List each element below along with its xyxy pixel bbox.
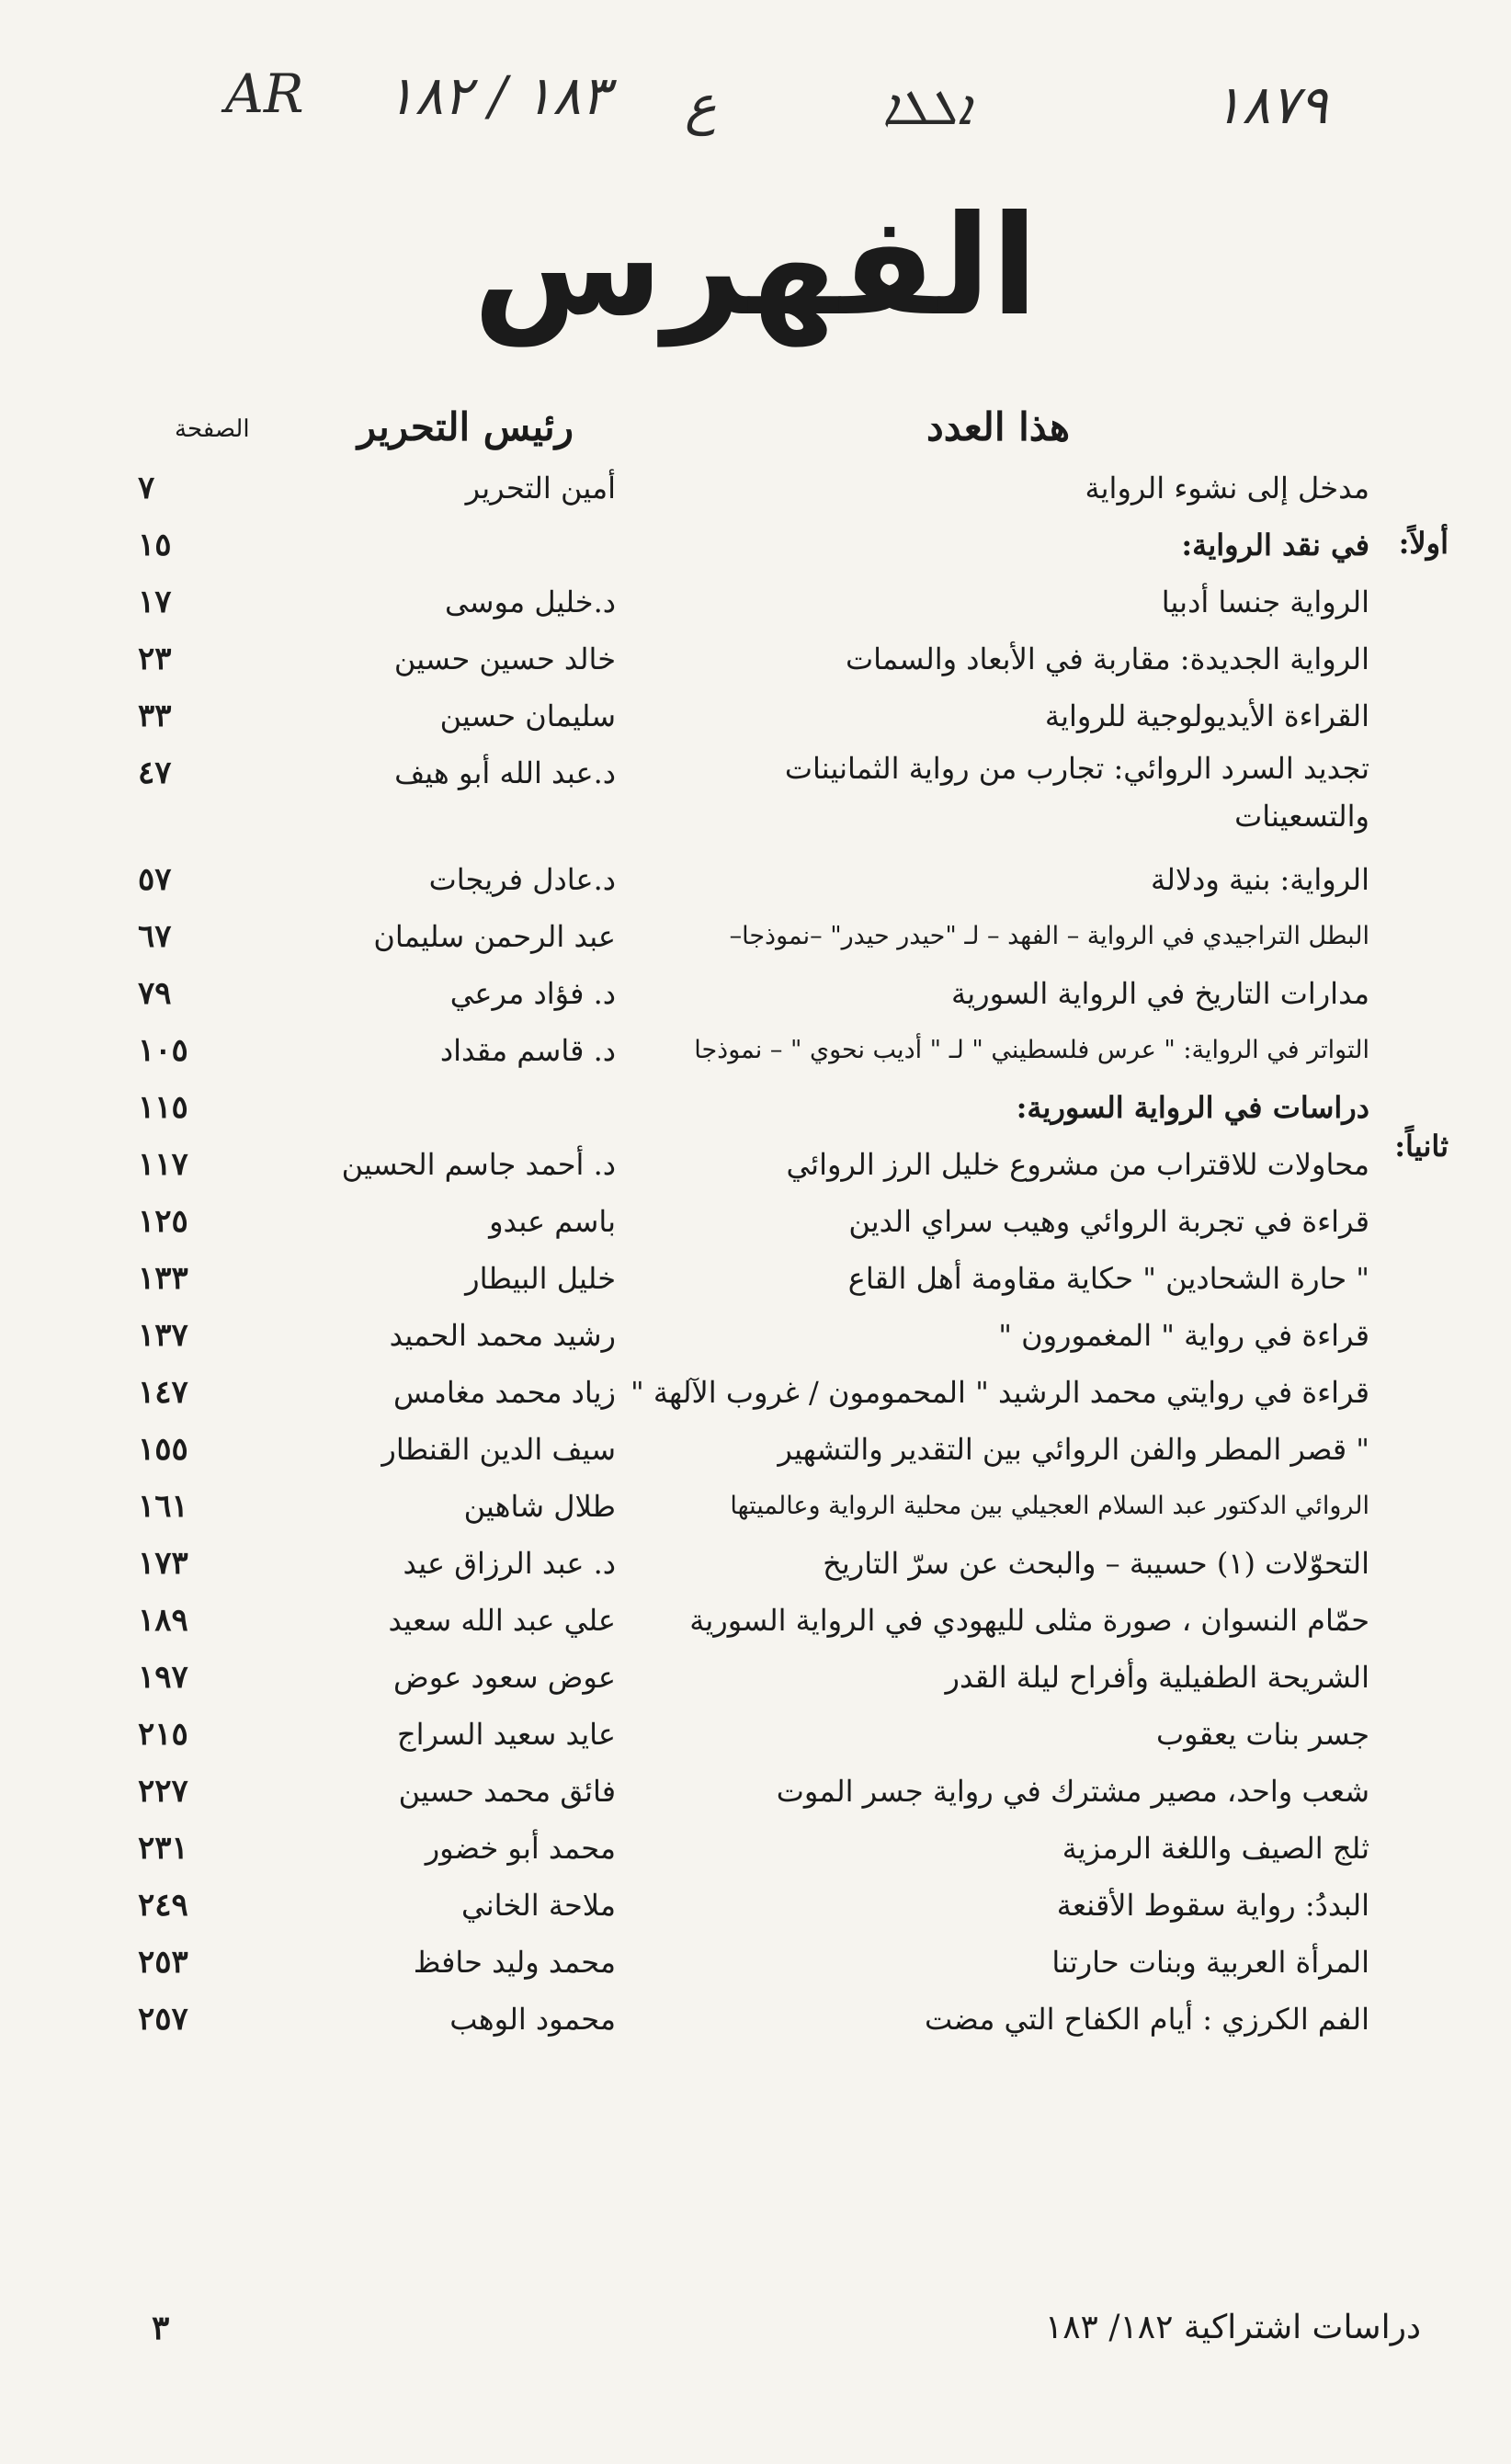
toc-entry-author: أمين التحرير <box>465 471 616 505</box>
toc-entry <box>138 1934 1369 1991</box>
toc-entry <box>138 908 1369 965</box>
toc-entry-title: الرواية الجديدة: مقاربة في الأبعاد والسمات <box>846 642 1369 676</box>
toc-entry <box>138 1592 1369 1649</box>
toc-entry-author: د.عبد الله أبو هيف <box>394 755 616 790</box>
toc-entry-author: عبد الرحمن سليمان <box>373 919 616 954</box>
toc-entry-author: عايد سعيد السراج <box>397 1717 616 1752</box>
toc-entry-author: خليل البيطار <box>465 1261 616 1296</box>
toc-entry <box>138 1250 1369 1307</box>
toc-section-title: دراسات في الرواية السورية: <box>1016 1090 1369 1125</box>
section-marker-second: ثانياً: <box>1394 1129 1449 1164</box>
column-header-authors: رئيس التحرير <box>357 404 574 449</box>
toc-entry-page: ١٦١ <box>138 1488 188 1525</box>
toc-entry-author: محمد أبو خضور <box>425 1831 616 1866</box>
toc-entry <box>138 744 1369 851</box>
toc-entry-author: علي عبد الله سعيد <box>388 1603 616 1638</box>
toc-entry-author: د.عادل فريجات <box>428 862 616 897</box>
toc-entry-page: ٥٧ <box>138 861 172 898</box>
toc-entry-page: ٢٥٧ <box>138 2001 188 2038</box>
toc-entry-author: سيف الدين القنطار <box>381 1432 616 1467</box>
toc-entry-page: ١٤٧ <box>138 1374 188 1411</box>
toc-entry-title: البددُ: رواية سقوط الأقنعة <box>1056 1888 1369 1923</box>
toc-entry-title: قراءة في تجربة الروائي وهيب سراي الدين <box>848 1204 1369 1239</box>
toc-entry-author: خالد حسين حسين <box>393 642 616 676</box>
toc-entry-title: البطل التراجيدي في الرواية – الفهد – لـ "حيدر حيدر" –نموذجا– <box>729 922 1369 950</box>
toc-entry-title: التواتر في الرواية: " عرس فلسطيني " لـ " أديب نحوي " – نموذجا <box>694 1036 1369 1064</box>
toc-entry-page: ١٧ <box>138 584 172 620</box>
page-title: الفهرس <box>472 187 1039 346</box>
toc-entry-page: ١١٧ <box>138 1146 188 1183</box>
toc-entry-author: د. أحمد جاسم الحسين <box>341 1147 616 1182</box>
toc-entry-title: قراءة في روايتي محمد الرشيد " المحمومون / غروب الآلهة " <box>630 1375 1369 1410</box>
toc-entry-title: التحوّلات (١) حسيبة – والبحث عن سرّ التاريخ <box>823 1546 1369 1581</box>
handwritten-year: ١٨٧٩ <box>1213 74 1328 136</box>
toc-entry <box>138 1535 1369 1592</box>
toc-entry-author: ملاحة الخاني <box>461 1888 616 1923</box>
toc-entry <box>138 1991 1369 2048</box>
toc-entry-title: مدارات التاريخ في الرواية السورية <box>951 976 1369 1011</box>
toc-entry-page: ٢٣ <box>138 641 172 677</box>
journal-footer: دراسات اشتراكية ١٨٢/ ١٨٣ <box>1044 2309 1421 2346</box>
handwritten-mark: ع <box>685 74 717 136</box>
toc-entry-page: ٢٣١ <box>138 1830 188 1867</box>
toc-entry-author: د. عبد الرزاق عيد <box>403 1546 616 1581</box>
toc-entry <box>138 1079 1369 1136</box>
toc-entry-title: تجديد السرد الروائي: تجارب من رواية الثمانينات والتسعينات <box>784 751 1369 834</box>
toc-entry-page: ٦٧ <box>138 918 172 955</box>
toc-entry-title: المرأة العربية وبنات حارتنا <box>1051 1945 1369 1980</box>
section-marker-first: أولاً: <box>1398 526 1449 561</box>
toc-entry-title: الرواية جنسا أدبيا <box>1161 585 1369 619</box>
toc-entry-author: طلال شاهين <box>463 1489 616 1524</box>
toc-list <box>138 460 1369 2048</box>
handwritten-issue: ١٨٣ / ١٨٢ <box>386 64 610 127</box>
toc-entry-author: سليمان حسين <box>439 698 616 733</box>
toc-entry-title: شعب واحد، مصير مشترك في رواية جسر الموت <box>776 1774 1369 1809</box>
handwritten-word: ܐܠܠܐ <box>882 78 971 136</box>
toc-entry <box>138 687 1369 744</box>
toc-entry-page: ٧ <box>138 470 155 506</box>
toc-entry-author: د. قاسم مقداد <box>439 1033 616 1068</box>
toc-entry-title: جسر بنات يعقوب <box>1156 1717 1369 1752</box>
toc-entry <box>138 1364 1369 1421</box>
toc-entry <box>138 1193 1369 1250</box>
toc-entry-page: ١٣٣ <box>138 1260 188 1297</box>
toc-entry <box>138 1478 1369 1535</box>
toc-entry <box>138 460 1369 517</box>
toc-entry-page: ٤٧ <box>138 755 172 791</box>
toc-entry-title: قراءة في رواية " المغمورون " <box>998 1318 1369 1353</box>
toc-entry-page: ١٩٧ <box>138 1659 188 1696</box>
toc-entry <box>138 1022 1369 1079</box>
toc-entry <box>138 1820 1369 1877</box>
toc-section-title: في نقد الرواية: <box>1181 528 1369 562</box>
toc-entry-author: د. فؤاد مرعي <box>449 976 616 1011</box>
toc-entry-title: الرواية: بنية ودلالة <box>1150 862 1369 897</box>
toc-entry <box>138 1307 1369 1364</box>
toc-entry-author: محمود الوهب <box>449 2002 616 2037</box>
toc-entry-page: ١٨٩ <box>138 1602 188 1639</box>
toc-entry-page: ٧٩ <box>138 975 172 1012</box>
toc-entry-page: ١١٥ <box>138 1089 188 1126</box>
toc-entry <box>138 1136 1369 1193</box>
toc-entry <box>138 1763 1369 1820</box>
toc-entry-page: ٢١٥ <box>138 1716 188 1753</box>
handwritten-code: AR <box>225 62 304 125</box>
toc-entry-title: " حارة الشحادين " حكاية مقاومة أهل القاع <box>847 1261 1369 1296</box>
toc-entry-author: باسم عبدو <box>489 1204 616 1239</box>
toc-entry-page: ١٥ <box>138 527 172 563</box>
toc-entry-page: ٣٣ <box>138 698 172 734</box>
toc-entry <box>138 851 1369 908</box>
toc-entry <box>138 573 1369 630</box>
toc-entry-title: مدخل إلى نشوء الرواية <box>1085 471 1369 505</box>
toc-entry-title: الروائي الدكتور عبد السلام العجيلي بين محلية الرواية وعالميتها <box>730 1492 1369 1520</box>
toc-entry <box>138 517 1369 573</box>
toc-entry-page: ١٣٧ <box>138 1317 188 1354</box>
toc-entry <box>138 965 1369 1022</box>
toc-entry-author: د.خليل موسى <box>444 585 616 619</box>
toc-entry <box>138 1649 1369 1706</box>
toc-entry <box>138 1877 1369 1934</box>
toc-entry-title: الشريحة الطفيلية وأفراح ليلة القدر <box>945 1660 1369 1695</box>
toc-entry-author: فائق محمد حسين <box>398 1774 616 1809</box>
toc-entry-page: ١٠٥ <box>138 1032 188 1069</box>
toc-entry-page: ٢٥٣ <box>138 1944 188 1981</box>
toc-entry-page: ٢٢٧ <box>138 1773 188 1810</box>
toc-entry <box>138 1421 1369 1478</box>
toc-entry-title: محاولات للاقتراب من مشروع خليل الرز الروائي <box>786 1147 1369 1182</box>
toc-entry-title: " قصر المطر والفن الروائي بين التقدير والتشهير <box>778 1432 1369 1467</box>
toc-entry-page: ١٧٣ <box>138 1545 188 1582</box>
toc-entry-title: حمّام النسوان ، صورة مثلى لليهودي في الرواية السورية <box>689 1603 1369 1638</box>
toc-entry <box>138 1706 1369 1763</box>
page-number: ٣ <box>152 2309 170 2347</box>
toc-entry <box>138 630 1369 687</box>
toc-entry-page: ١٢٥ <box>138 1203 188 1240</box>
toc-entry-title: القراءة الأيديولوجية للرواية <box>1044 698 1369 733</box>
toc-entry-author: عوض سعود عوض <box>393 1660 616 1695</box>
toc-entry-page: ٢٤٩ <box>138 1887 188 1924</box>
toc-entry-title: الفم الكرزي : أيام الكفاح التي مضت <box>925 2002 1369 2037</box>
column-header-titles: هذا العدد <box>926 404 1070 449</box>
column-header-page: الصفحة <box>175 415 250 443</box>
toc-entry-author: رشيد محمد الحميد <box>389 1318 616 1353</box>
toc-entry-author: زياد محمد مغامس <box>392 1375 616 1410</box>
toc-entry-title: ثلج الصيف واللغة الرمزية <box>1062 1831 1369 1866</box>
toc-entry-author: محمد وليد حافظ <box>413 1945 616 1980</box>
toc-entry-page: ١٥٥ <box>138 1431 188 1468</box>
